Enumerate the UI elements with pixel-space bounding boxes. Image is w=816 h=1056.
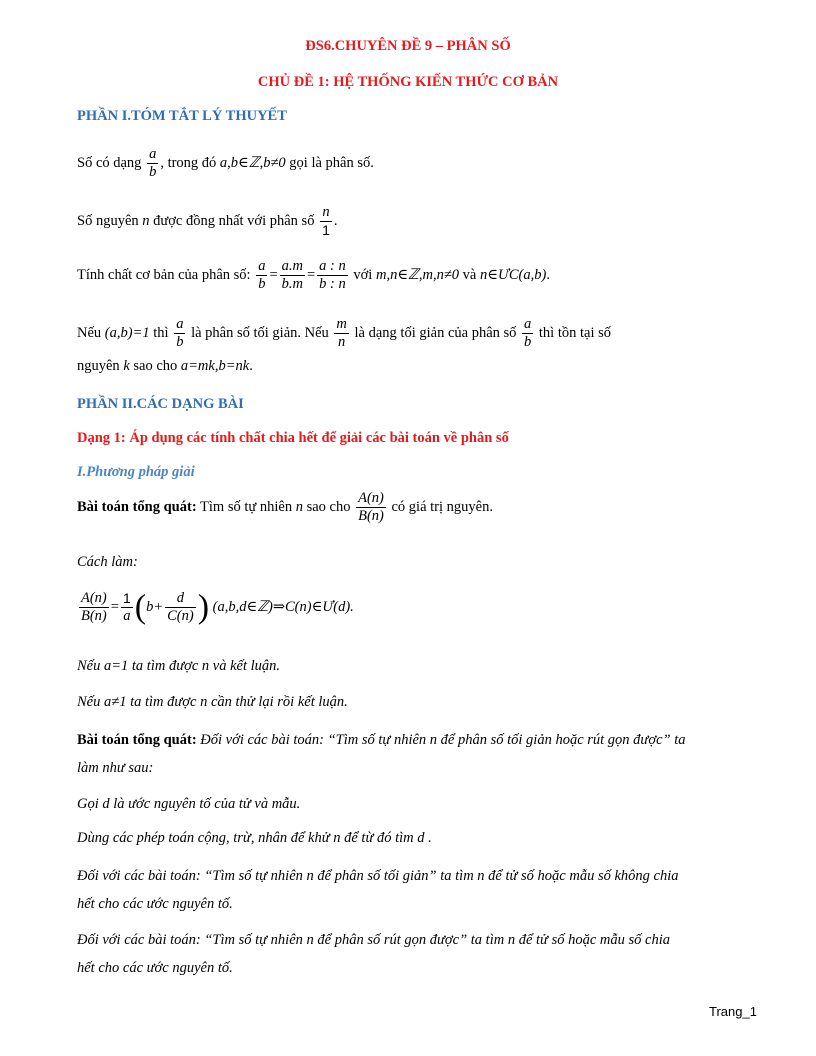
method-label: Cách làm: [77,554,138,570]
general-problem-2-cont: làm như sau: [77,760,154,776]
line-fraction-def: Số có dạng $\frac{a}{b}$ , trong đó a,b∈ℤ,b≠0 gọi là phân số. [77,146,374,180]
type1-heading: Dạng 1: Áp dụng các tính chất chia hết để giải các bài toán về phân số [77,430,509,446]
case-reducible: Đối với các bài toán: “Tìm số tự nhiên n để phân số rút gọn được” ta tìm n để tử số hoặc mẫu số chia [77,932,670,948]
case-irreducible: Đối với các bài toán: “Tìm số tự nhiên n để phân số tối giản” ta tìm n để tử số hoặc mẫu số không chia [77,868,679,884]
step-eliminate-n: Dùng các phép toán cộng, trừ, nhân để khử n để từ đó tìm d . [77,830,432,846]
line-irreducible: Nếu (a,b)=1 thì $\frac{a}{b}$ là phân số tối giản. Nếu $\frac{m}{n}$ là dạng tối giản của phân số $\frac{a}{b}$ thì tồn tại số [77,316,612,350]
method-heading: I.Phương pháp giải [77,464,195,480]
case-irreducible-cont: hết cho các ước nguyên tố. [77,896,233,912]
general-problem-1: Bài toán tổng quát: Tìm số tự nhiên n sao cho $\frac{A(n)}{B(n)}$ có giá trị nguyên. [77,490,493,524]
part2-heading: PHẦN II.CÁC DẠNG BÀI [77,396,244,412]
general-problem-2: Bài toán tổng quát: Đối với các bài toán: “Tìm số tự nhiên n để phân số tối giản hoặc rút gọn được” ta [77,732,686,748]
part1-heading: PHẦN I.TÓM TẮT LÝ THUYẾT [77,108,287,124]
topic-title: CHỦ ĐỀ 1: HỆ THỐNG KIẾN THỨC CƠ BẢN [257,74,559,90]
case-a-equals-1: Nếu a=1 ta tìm được n và kết luận. [77,658,281,674]
case-a-not-1: Nếu a≠1 ta tìm được n cần thử lại rồi kết luận. [77,694,348,710]
line-integer-k: nguyên k sao cho a=mk,b=nk. [77,358,253,374]
line-basic-property: Tính chất cơ bản của phân số: $\frac{a}{b}$ = $\frac{a.m}{b.m}$ = $\frac{a : n}{b : n}$ với m,n∈ℤ,m,n≠0 và n∈ƯC(a,b). [77,258,550,292]
line-integer-fraction: Số nguyên n được đồng nhất với phân số $\frac{n}{1}$ . [77,204,338,238]
step-call-d: Gọi d là ước nguyên tố của tử và mẫu. [77,796,301,812]
case-reducible-cont: hết cho các ước nguyên tố. [77,960,233,976]
main-formula: $\frac{A(n)}{B(n)}$ = $\frac{1}{a}$ (b+ $\frac{d}{C(n)}$ ) (a,b,d∈ℤ)⇒C(n)∈Ư(d). [81,588,354,626]
page-number: Trang_1 [709,1004,757,1019]
document-title: ĐS6.CHUYÊN ĐỀ 9 – PHÂN SỐ [305,38,511,54]
